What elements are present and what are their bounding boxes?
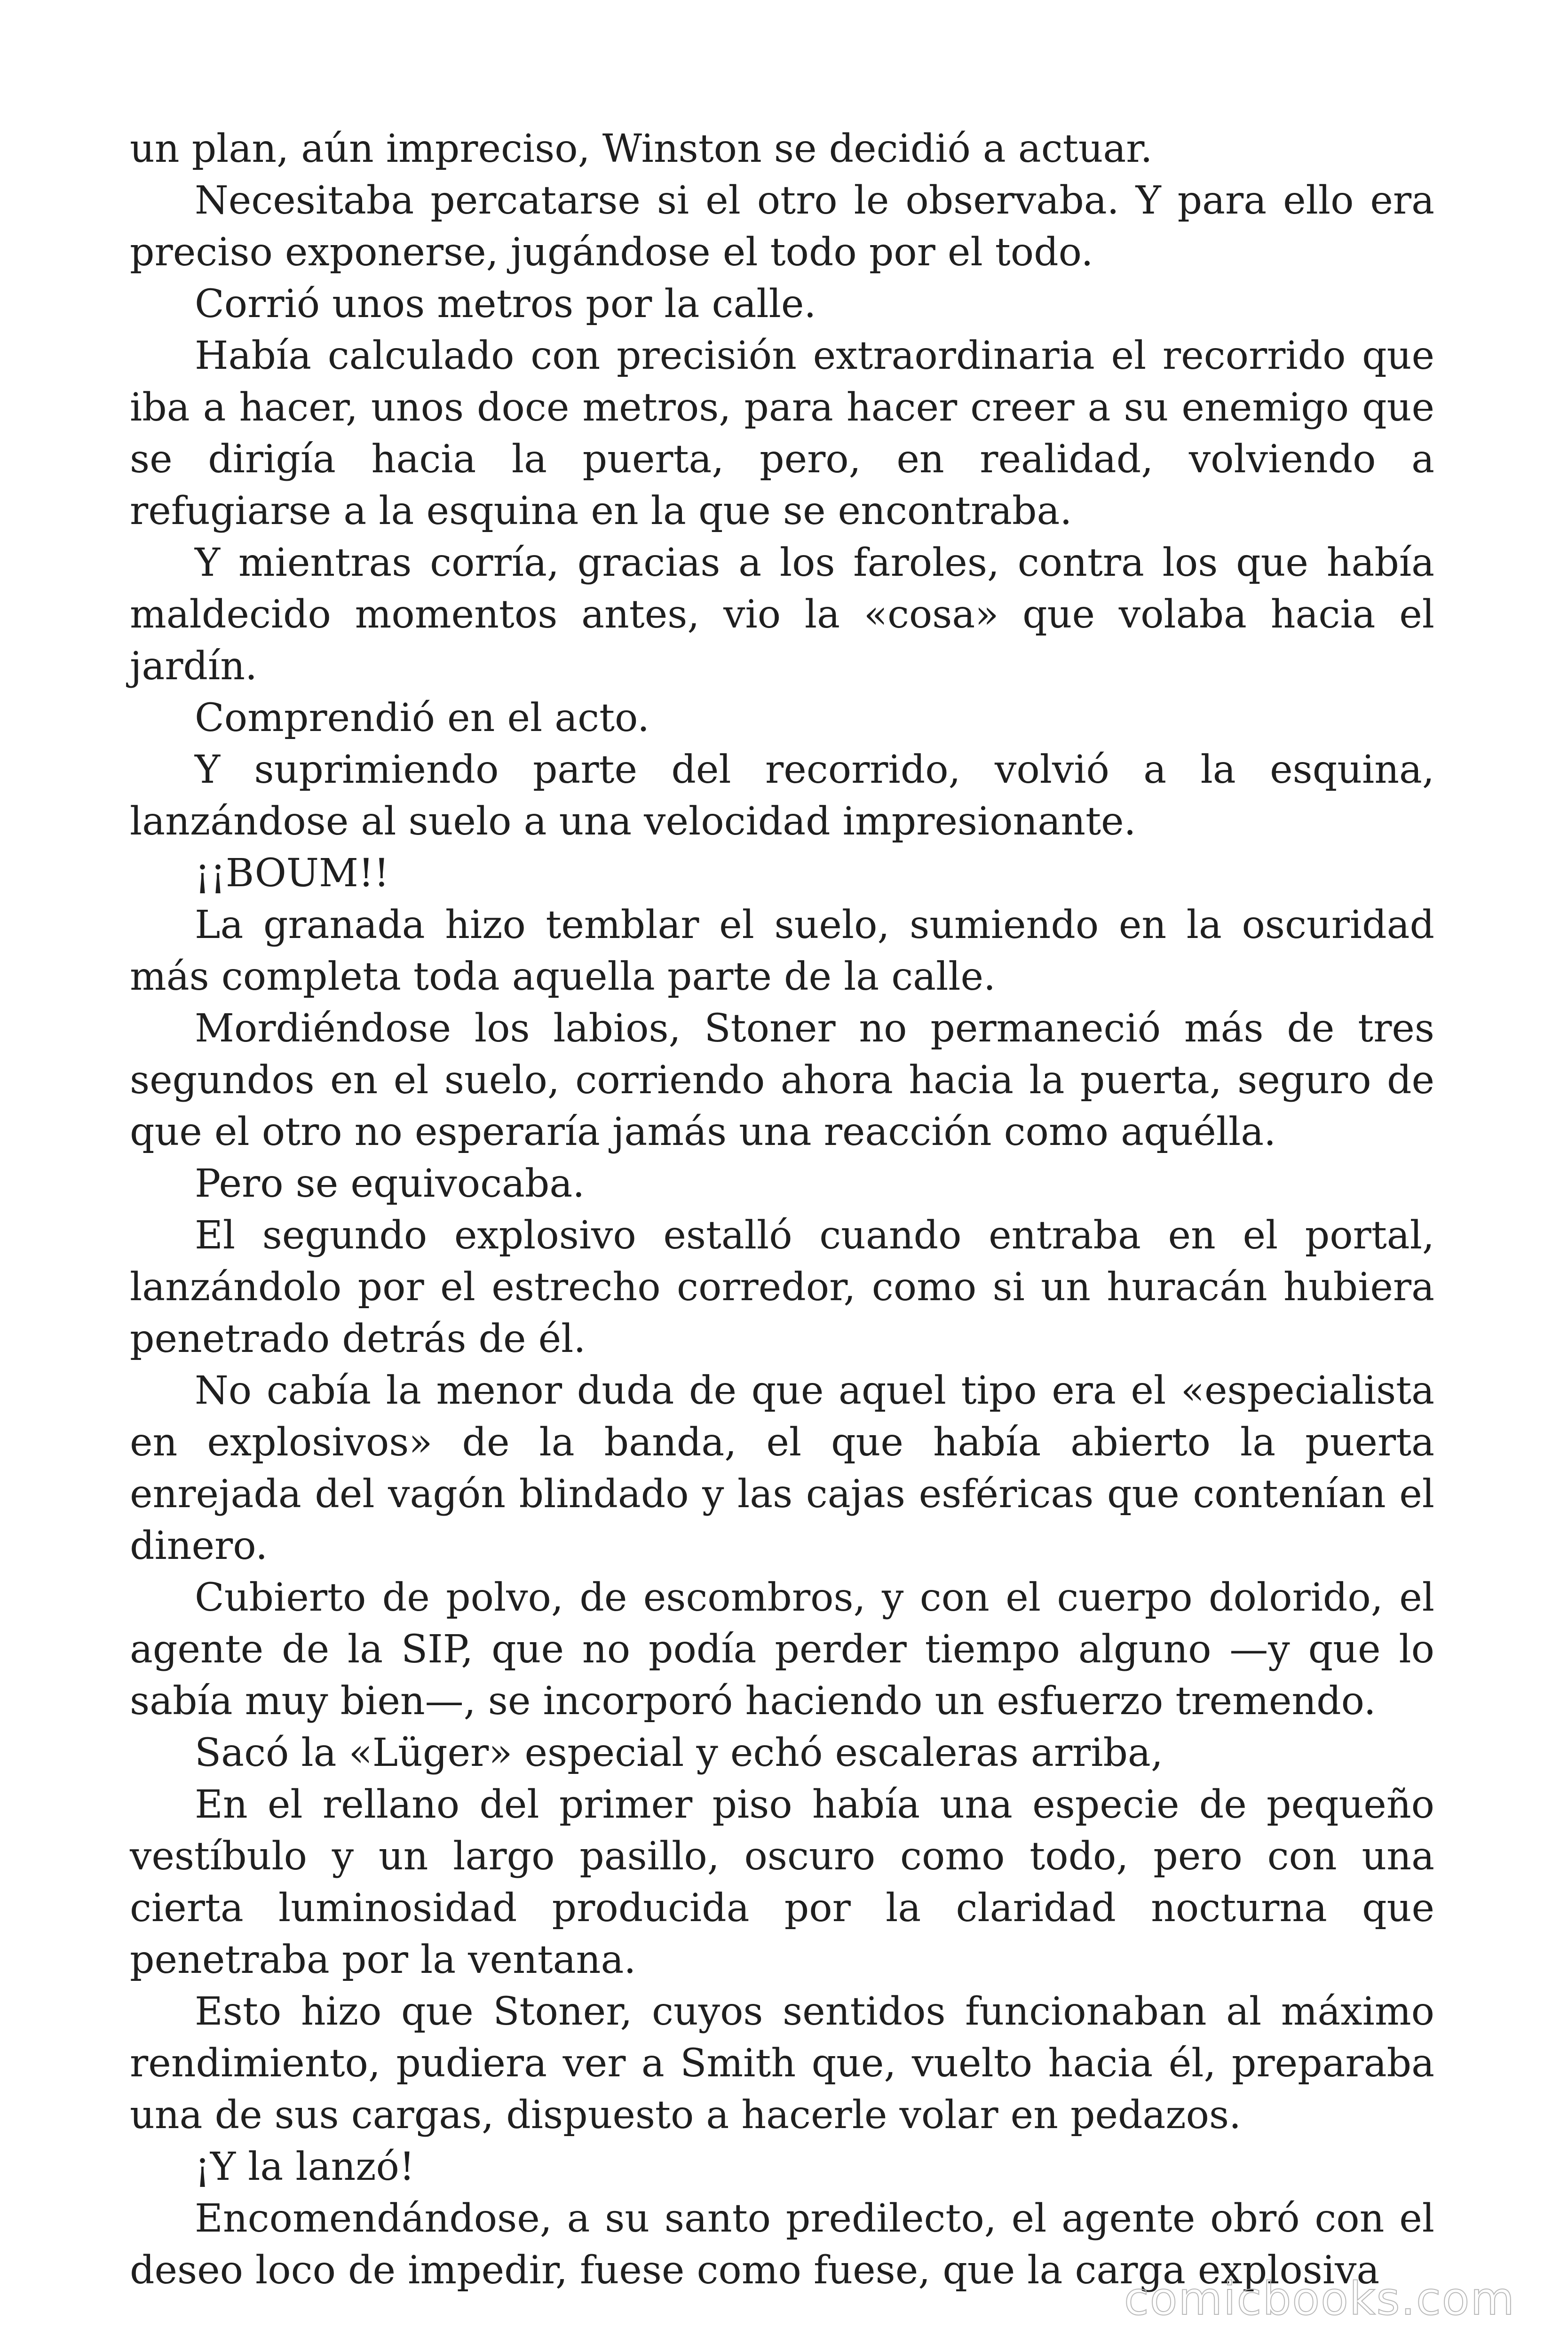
paragraph: La granada hizo temblar el suelo, sumiendo en la oscuridad más completa toda aquella parte de la calle. bbox=[130, 903, 1434, 999]
paragraph: Y mientras corría, gracias a los faroles, contra los que había maldecido momentos antes, vio la «cosa» que volaba hacia el jardín. bbox=[130, 540, 1434, 689]
paragraph: Corrió unos metros por la calle. bbox=[195, 282, 816, 326]
paragraph: No cabía la menor duda de que aquel tipo era el «especialista en explosivos» de la banda, el que había abierto la puerta enrejada del vagón blindado y las cajas esféricas que contenían el dinero. bbox=[130, 1368, 1434, 1568]
watermark: comicbooks.com bbox=[1124, 2273, 1515, 2325]
paragraph: ¡Y la lanzó! bbox=[195, 2145, 415, 2189]
paragraph: Cubierto de polvo, de escombros, y con el cuerpo dolorido, el agente de la SIP, que no podía perder tiempo alguno —y que lo sabía muy bien—, se incorporó haciendo un esfuerzo tremendo. bbox=[130, 1575, 1434, 1724]
paragraph: Encomendándose, a su santo predilecto, el agente obró con el deseo loco de impedir, fuese como fuese, que la carga explosiva bbox=[130, 2196, 1434, 2293]
paragraph: ¡¡BOUM!! bbox=[195, 851, 389, 896]
paragraph: Esto hizo que Stoner, cuyos sentidos funcionaban al máximo rendimiento, pudiera ver a Smith que, vuelto hacia él, preparaba una de sus cargas, dispuesto a hacerle volar en pedazos. bbox=[130, 1989, 1434, 2137]
paragraph: Necesitaba percatarse si el otro le observaba. Y para ello era preciso exponerse, jugándose el todo por el todo. bbox=[130, 178, 1434, 275]
body-text bbox=[130, 123, 1434, 2296]
paragraph: En el rellano del primer piso había una especie de pequeño vestíbulo y un largo pasillo, oscuro como todo, pero con una cierta luminosidad producida por la claridad nocturna que penetraba por la ventana. bbox=[130, 1782, 1434, 1982]
paragraph: El segundo explosivo estalló cuando entraba en el portal, lanzándolo por el estrecho corredor, como si un huracán hubiera penetrado detrás de él. bbox=[130, 1213, 1434, 1361]
paragraph: Pero se equivocaba. bbox=[195, 1161, 585, 1206]
paragraph: un plan, aún impreciso, Winston se decidió a actuar. bbox=[130, 127, 1153, 171]
paragraph: Y suprimiendo parte del recorrido, volvió a la esquina, lanzándose al suelo a una velocidad impresionante. bbox=[130, 747, 1434, 844]
paragraph: Sacó la «Lüger» especial y echó escaleras arriba, bbox=[195, 1731, 1163, 1775]
paragraph: Mordiéndose los labios, Stoner no permaneció más de tres segundos en el suelo, corriendo ahora hacia la puerta, seguro de que el otro no esperaría jamás una reacción como aquélla. bbox=[130, 1006, 1434, 1154]
paragraph: Había calculado con precisión extraordinaria el recorrido que iba a hacer, unos doce metros, para hacer creer a su enemigo que se dirigía hacia la puerta, pero, en realidad, volviendo a refugiarse a la esquina en la que se encontraba. bbox=[130, 334, 1434, 533]
paragraph: Comprendió en el acto. bbox=[195, 696, 650, 740]
